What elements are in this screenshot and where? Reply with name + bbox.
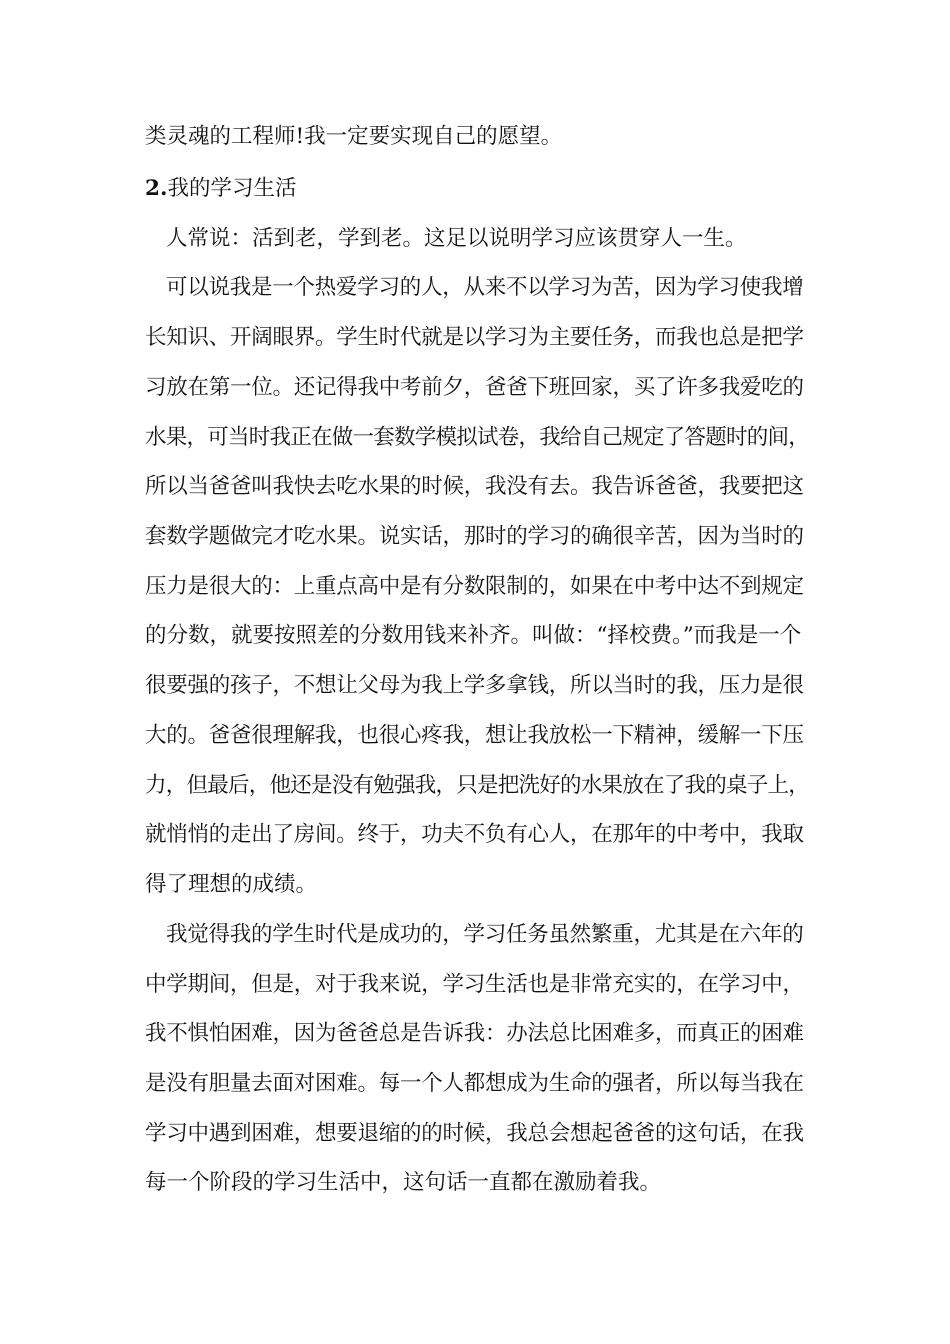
paragraph-line: 是没有胆量去面对困难。每一个人都想成为生命的强者，所以每当我在	[145, 1071, 804, 1096]
paragraph-line: 水果，可当时我正在做一套数学模拟试卷，我给自己规定了答题时的间，	[145, 425, 810, 450]
paragraph-line: 人常说：活到老，学到老。这足以说明学习应该贯穿人一生。	[166, 226, 747, 251]
paragraph-line: 我觉得我的学生时代是成功的，学习任务虽然繁重，尤其是在六年的	[166, 922, 804, 947]
paragraph-line: 很要强的孩子，不想让父母为我上学多拿钱，所以当时的我，压力是很	[145, 673, 804, 698]
paragraph-line: 压力是很大的：上重点高中是有分数限制的，如果在中考中达不到规定	[145, 574, 804, 599]
paragraph-line: 套数学题做完才吃水果。说实话，那时的学习的确很辛苦，因为当时的	[145, 524, 804, 549]
heading-number: 2.	[145, 176, 168, 201]
paragraph-line: 力，但最后，他还是没有勉强我，只是把洗好的水果放在了我的桌子上，	[145, 773, 810, 798]
paragraph-line: 大的。爸爸很理解我，也很心疼我，想让我放松一下精神，缓解一下压	[145, 723, 804, 748]
text-line: 类灵魂的工程师!我一定要实现自己的愿望。	[145, 124, 563, 149]
paragraph-line: 的分数，就要按照差的分数用钱来补齐。叫做：“择校费。”而我是一个	[145, 623, 802, 648]
section-heading	[145, 174, 810, 204]
heading-title: 我的学习生活	[167, 176, 297, 201]
paragraph-line: 习放在第一位。还记得我中考前夕，爸爸下班回家，买了许多我爱吃的	[145, 375, 804, 400]
paragraph-line: 中学期间，但是，对于我来说，学习生活也是非常充实的，在学习中，	[145, 972, 804, 997]
paragraph-line: 得了理想的成绩。	[145, 872, 318, 897]
paragraph-line: 我不惧怕困难，因为爸爸总是告诉我：办法总比困难多，而真正的困难	[145, 1021, 804, 1046]
paragraph-line: 学习中遇到困难，想要退缩的的时候，我总会想起爸爸的这句话，在我	[145, 1121, 804, 1146]
paragraph-line: 可以说我是一个热爱学习的人，从来不以学习为苦，因为学习使我增	[166, 275, 804, 300]
paragraph-line: 就悄悄的走出了房间。终于，功夫不负有心人，在那年的中考中，我取	[145, 822, 804, 847]
paragraph-line: 每一个阶段的学习生活中，这句话一直都在激励着我。	[145, 1170, 662, 1195]
paragraph-line: 所以当爸爸叫我快去吃水果的时候，我没有去。我告诉爸爸，我要把这	[145, 474, 804, 499]
paragraph-line: 长知识、开阔眼界。学生时代就是以学习为主要任务，而我也总是把学	[145, 325, 804, 350]
